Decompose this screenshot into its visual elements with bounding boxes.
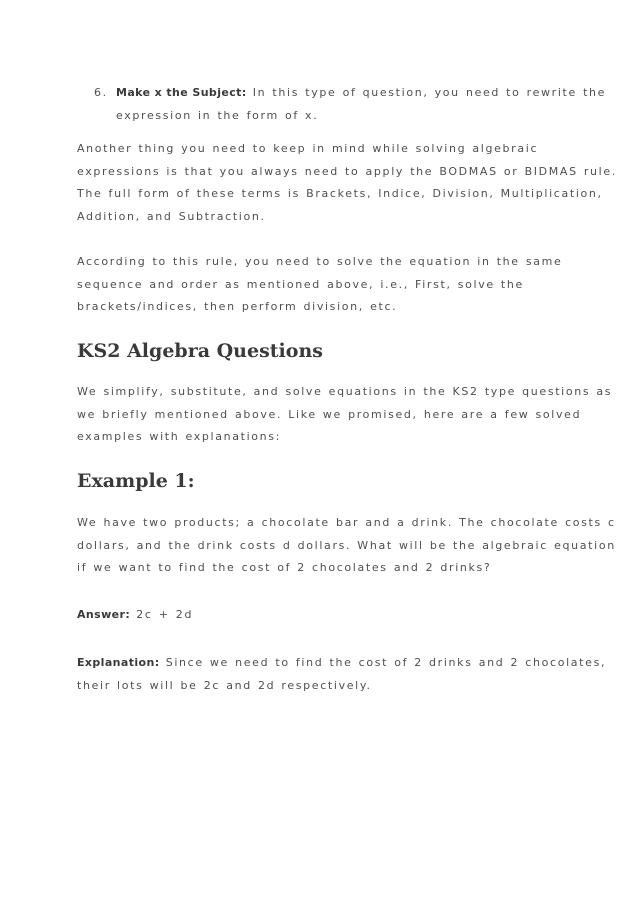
paragraph-bodmas bbox=[77, 138, 617, 228]
explanation-text-line-2: their lots will be 2c and 2d respectively. bbox=[77, 678, 372, 692]
paragraph-line: The full form of these terms is Brackets, Indice, Division, Multiplication, bbox=[77, 187, 603, 200]
paragraph-line: dollars, and the drink costs d dollars. What will be the algebraic equation bbox=[77, 538, 616, 552]
paragraph-line: We have two products; a chocolate bar and a drink. The chocolate costs c bbox=[77, 516, 616, 529]
paragraph-line: We simplify, substitute, and solve equations in the KS2 type questions as bbox=[77, 385, 613, 398]
paragraph-line: According to this rule, you need to solve the equation in the same bbox=[77, 255, 563, 268]
paragraph-line: if we want to find the cost of 2 chocolates and 2 drinks? bbox=[77, 561, 492, 574]
paragraph-rule bbox=[77, 251, 562, 319]
list-item-text-line-2: expression in the form of x. bbox=[116, 108, 319, 122]
paragraph-line: Addition, and Subtraction. bbox=[77, 209, 266, 223]
answer-value: 2c + 2d bbox=[130, 608, 194, 621]
answer-label: Answer: bbox=[77, 608, 131, 621]
paragraph-intro bbox=[77, 381, 612, 449]
paragraph-line: expressions is that you always need to apply the BODMAS or BIDMAS rule. bbox=[77, 164, 617, 178]
paragraph-question bbox=[77, 512, 616, 580]
explanation-text-line-1: Since we need to find the cost of 2 drinks and 2 chocolates, bbox=[159, 656, 607, 669]
explanation-paragraph bbox=[77, 652, 606, 697]
paragraph-line: examples with explanations: bbox=[77, 430, 282, 443]
paragraph-line: Another thing you need to keep in mind while solving algebraic bbox=[77, 142, 539, 155]
list-item-term: Make x the Subject: bbox=[116, 86, 247, 99]
paragraph-line: sequence and order as mentioned above, i.e., First, solve the bbox=[77, 277, 524, 291]
list-item-body bbox=[116, 82, 606, 127]
list-number: 6. bbox=[94, 86, 108, 99]
answer-line bbox=[77, 604, 193, 627]
section-heading-example-1: Example 1: bbox=[77, 470, 195, 492]
section-heading-ks2: KS2 Algebra Questions bbox=[77, 340, 323, 362]
list-item-text-line-1: In this type of question, you need to rewrite the bbox=[246, 86, 607, 99]
paragraph-line: we briefly mentioned above. Like we promised, here are a few solved bbox=[77, 407, 582, 421]
explanation-label: Explanation: bbox=[77, 656, 160, 669]
paragraph-line: brackets/indices, then perform division, etc. bbox=[77, 300, 398, 313]
